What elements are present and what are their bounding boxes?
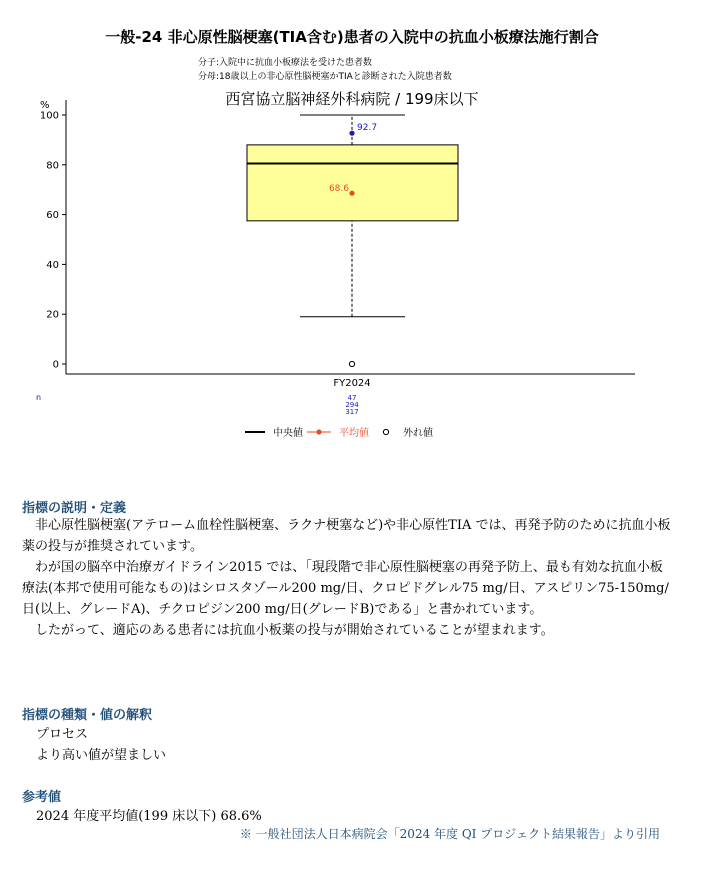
hospital-value-label: 92.7: [357, 123, 378, 134]
interquartile-box: [247, 145, 458, 221]
reference-citation: ※ 一般社団法人日本病院会「2024 年度 QI プロジェクト結果報告」より引用: [239, 827, 660, 841]
legend-median-label: 中央値: [273, 428, 303, 439]
y-tick-label: 20: [46, 309, 59, 321]
box-plot-chart: [0, 95, 704, 455]
section-heading-reference: 参考値: [22, 790, 62, 805]
y-tick-label: 80: [46, 160, 59, 172]
description-paragraph-2: わが国の脳卒中治療ガイドライン2015 では、「現段階で非心原性脳梗塞の再発予防上、最も有効な抗血小板療法(本邦で使用可能なもの)はシロスタゾール200 mg/日、クロピドグレル75 mg/日、アスピリン75-150mg/日(以上、グレードA)、チクロピジン200 mg/日(グレードB)である」と書かれています。: [22, 560, 669, 617]
numerator-definition: 分子:入院中に抗血小板療法を受けた患者数: [198, 58, 373, 68]
section-heading-type: 指標の種類・値の解釈: [22, 708, 153, 723]
mean-label: 68.6: [328, 184, 349, 195]
y-tick-label: 40: [46, 259, 59, 271]
y-tick-label: 100: [39, 110, 59, 122]
n-value: 317: [345, 408, 359, 416]
denominator-definition: 分母:18歳以上の非心原性脳梗塞かTIAと診断された入院患者数: [198, 72, 452, 82]
mean-point: [349, 191, 354, 196]
chart-title: 一般-24 非心原性脳梗塞(TIA含む)患者の入院中の抗血小板療法施行割合: [105, 28, 599, 46]
n-value: 294: [345, 401, 359, 409]
description-text: [22, 515, 672, 641]
box-group: [247, 115, 458, 367]
hospital-value-point: [349, 131, 354, 136]
reference-value: 2024 年度平均値(199 床以下) 68.6%: [36, 809, 262, 824]
n-value: 47: [347, 394, 357, 402]
description-paragraph-1: 非心原性脳梗塞(アテローム血栓性脳梗塞、ラクナ梗塞など)や非心原性TIA では、再発予防のために抗血小板薬の投与が推奨されています。: [22, 518, 671, 554]
y-axis: [40, 111, 66, 371]
n-label: n: [36, 393, 42, 402]
hospital-name: 西宮協立脳神経外科病院 / 199床以下: [225, 90, 479, 108]
description-paragraph-3: したがって、適応のある患者には抗血小板薬の投与が開始されていることが望まれます。: [35, 623, 554, 638]
legend: [245, 426, 433, 439]
indicator-definitions: [198, 56, 452, 84]
indicator-interpretation: より高い値が望ましい: [36, 748, 167, 763]
outlier-point: [349, 361, 354, 366]
x-category-label: FY2024: [333, 378, 371, 389]
legend-mean-swatch: [316, 429, 321, 434]
n-values: [345, 394, 359, 416]
legend-mean-label: 平均値: [339, 428, 369, 439]
indicator-type: プロセス: [36, 727, 89, 742]
legend-outlier-swatch: [383, 429, 388, 434]
y-tick-label: 0: [52, 359, 59, 371]
y-unit-label: %: [40, 100, 50, 111]
legend-outlier-label: 外れ値: [403, 428, 433, 439]
section-heading-description: 指標の説明・定義: [22, 501, 127, 516]
y-tick-label: 60: [46, 210, 59, 222]
